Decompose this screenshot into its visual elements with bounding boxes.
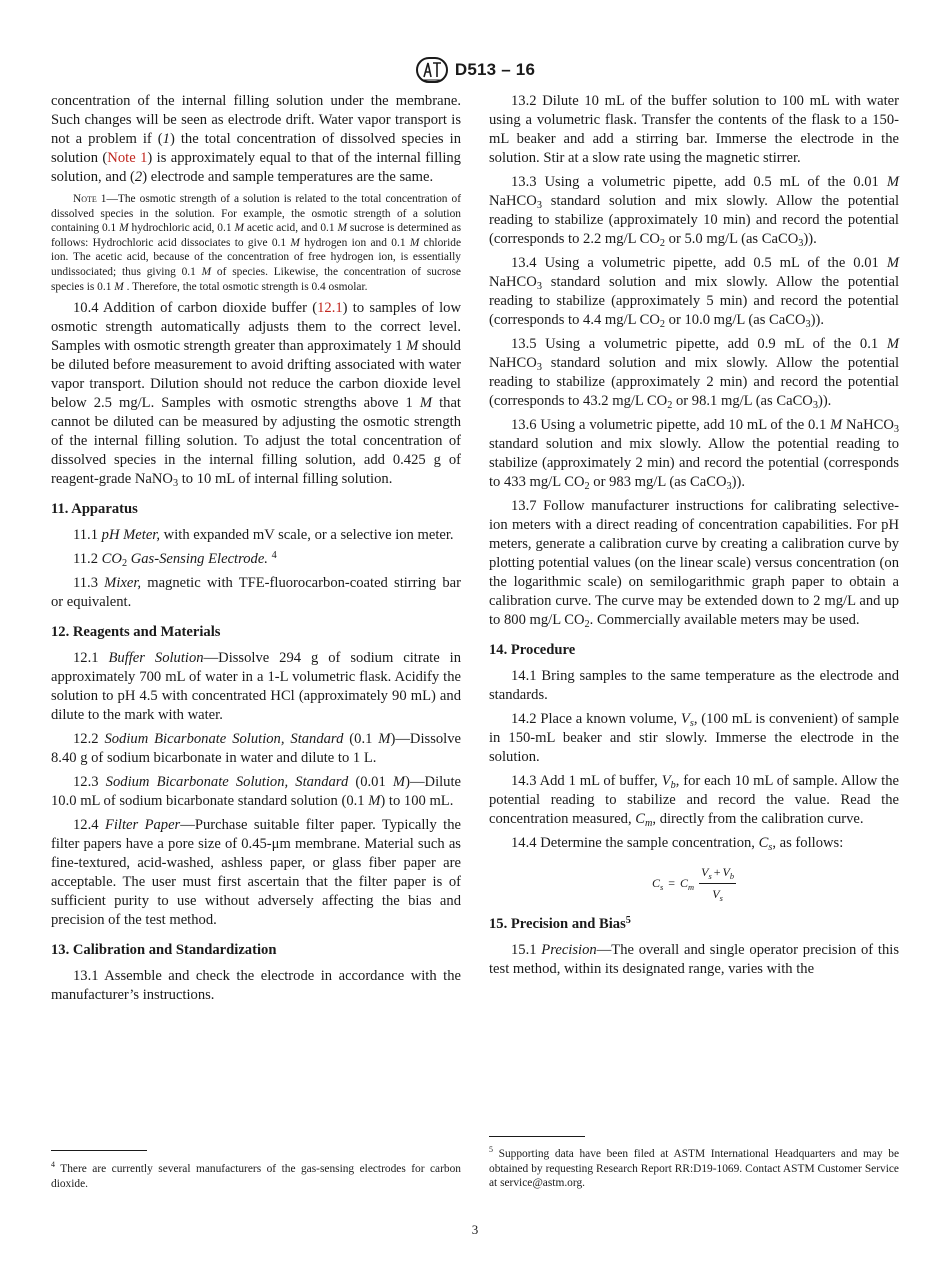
text-run: 12.2 <box>73 731 105 748</box>
body-paragraph <box>489 667 899 705</box>
text-run: concentration of the internal filling solution under the membrane. Such changes will be seen as electrode drift. Water vapor transport is not a problem if ( <box>51 93 461 147</box>
italic-run: C <box>635 811 646 827</box>
body-paragraph <box>489 92 899 168</box>
italic-run: Gas-Sensing Electrode. <box>127 551 268 568</box>
text-run: hydrochloric acid, 0.1 <box>128 222 235 235</box>
body-paragraph <box>489 416 899 492</box>
section-heading <box>51 623 461 642</box>
body-paragraph <box>51 526 461 545</box>
page-number: 3 <box>471 1222 479 1237</box>
text-run: ) electrode and sample temperatures are the same. <box>142 169 434 185</box>
text-run: ) is approximately equal to that of the internal filling solution, and ( <box>51 150 461 185</box>
italic-run: M <box>886 174 899 190</box>
equation-factor <box>680 874 694 893</box>
italic-run: M <box>419 395 433 412</box>
text-run: NaHCO <box>489 193 537 209</box>
section-heading <box>489 641 899 660</box>
cross-reference-link[interactable]: Note 1 <box>107 150 148 166</box>
italic-run: Filter Paper <box>104 817 181 834</box>
section-heading <box>51 941 461 960</box>
text-run: —Dissolve 294 g of sodium citrate in approximately 700 mL of water in a 1-L volumetric flask. Acidify the solution to pH 4.5 with concentrated HCl (approximately 90 mL) and dilute to the mark with water. <box>51 650 461 724</box>
subscript-run: 3 <box>536 200 542 211</box>
footnote-text: There are currently several manufacturers of the gas-sensing electrodes for carbon dioxide. <box>51 1163 461 1190</box>
footnote-4 <box>51 1162 461 1191</box>
right-column <box>489 92 899 984</box>
equation-numerator <box>699 863 736 884</box>
italic-run: M <box>886 336 899 352</box>
footnote-reference: 5 <box>625 915 631 926</box>
text-run: )—Dilute 10.0 mL of sodium bicarbonate standard solution (0.1 <box>51 774 462 810</box>
text-run: or 983 mg/L (as CaCO <box>589 474 727 490</box>
italic-run: M <box>830 417 843 433</box>
footnote-rule-left <box>51 1150 147 1151</box>
text-run: 12.4 <box>73 817 105 834</box>
equation-denominator <box>712 884 723 904</box>
text-run: ) to samples of low osmotic strength automatically adjusts them to the correct level. Samples with osmotic strength greater than approximately 1 <box>51 300 461 355</box>
italic-run: V <box>680 711 690 727</box>
equation-subscript: s <box>659 883 664 892</box>
italic-run: 1 <box>162 131 170 147</box>
subscript-run: 3 <box>726 481 732 492</box>
section-heading <box>489 915 899 934</box>
subscript-run: s <box>689 718 694 729</box>
footnote-mark: 4 <box>51 1160 55 1169</box>
subscript-run: s <box>768 842 773 853</box>
text-run: of species. Likewise, the concentration of sucrose species is 0.1 <box>51 265 461 293</box>
italic-run: CO <box>101 551 122 568</box>
body-paragraph <box>51 730 461 768</box>
italic-run: M <box>119 222 129 235</box>
text-run: 13.6 Using a volumetric pipette, add 10 mL of the 0.1 <box>511 417 831 433</box>
subscript-run: 3 <box>536 362 542 373</box>
text-run: , (100 mL is convenient) of sample in 150-mL beaker and stir slowly. Immerse the electrode in the solution. <box>489 711 899 765</box>
text-run: with expanded mV scale, or a selective ion meter. <box>160 527 454 544</box>
section-heading-text: 14. Procedure <box>489 642 576 658</box>
note-paragraph <box>51 192 461 294</box>
italic-run: M <box>406 338 419 355</box>
body-paragraph <box>489 710 899 767</box>
text-run: to 10 mL of internal filling solution. <box>178 471 393 488</box>
body-paragraph <box>51 92 461 187</box>
document-designation: D513 – 16 <box>454 60 536 79</box>
text-run: NaHCO <box>489 355 537 371</box>
text-run: standard solution and mix slowly. Allow the potential reading to stabilize (approximately 5 min) and record the potential (corresponds to 4.4 mg/L CO <box>489 274 899 328</box>
italic-run: C <box>758 835 769 851</box>
italic-run: M <box>234 222 244 235</box>
text-run: 11.2 <box>73 551 102 568</box>
section-heading <box>51 500 461 519</box>
note-label: Note <box>73 193 97 205</box>
equation-operator: + <box>713 865 721 879</box>
body-paragraph <box>51 773 461 811</box>
subscript-run: 3 <box>172 478 179 490</box>
text-run: )). <box>803 231 817 247</box>
equation-symbol: C <box>680 876 689 890</box>
footnote-text: Supporting data have been filed at ASTM International Headquarters and may be obtained by requesting Research Report RR:D19-1069. Contact ASTM Customer Service at service@astm.org. <box>489 1148 899 1190</box>
body-paragraph <box>489 173 899 249</box>
text-run: , as follows: <box>772 835 844 851</box>
text-run: standard solution and mix slowly. Allow the potential reading to stabilize (approximately 2 min) and record the potential (corresponds to 433 mg/L CO <box>489 436 899 490</box>
text-run: chloride ion. The acetic acid, because of the concentration of free hydrogen ion, is essentially undissociated; thus giving 0.1 <box>51 236 461 278</box>
text-run: 13.1 Assemble and check the electrode in accordance with the manufacturer’s instructions. <box>51 968 461 1004</box>
text-run: standard solution and mix slowly. Allow the potential reading to stabilize (approximately 10 min) and record the potential (corresponds to 2.2 mg/L CO <box>489 193 899 247</box>
subscript-run: 3 <box>812 400 818 411</box>
body-paragraph <box>489 941 899 979</box>
body-paragraph <box>51 649 461 725</box>
footnote-mark: 5 <box>489 1145 493 1154</box>
text-run: 12.3 <box>73 774 106 791</box>
body-paragraph <box>489 254 899 330</box>
text-run: 12.1 <box>73 650 109 667</box>
equation-fraction <box>699 863 736 904</box>
equation-symbol: V <box>722 865 730 879</box>
text-run: magnetic with TFE-fluorocarbon-coated stirring bar or equivalent. <box>51 575 461 611</box>
italic-run: M <box>392 774 406 791</box>
text-run: . Commercially available meters may be used. <box>589 612 860 628</box>
cross-reference-link[interactable]: 12.1 <box>317 300 343 317</box>
text-run: NaHCO <box>842 417 894 433</box>
text-run: 13.7 Follow manufacturer instructions for calibrating selective-ion meters with a direct reading of concentration capabilities. For pH meters, generate a calibration curve by creating a calibration curve by plotting potential values (on the linear scale) versus concentration (on the logarithmic scale) on semilogarithmic graph paper to obtain a calibration curve. The curve may be extended down to 2 mg/L and up to 800 mg/L CO <box>489 498 899 628</box>
text-run: 14.3 Add 1 mL of buffer, <box>511 773 662 789</box>
section-heading-text: 13. Calibration and Standardization <box>51 942 277 959</box>
text-run: —Purchase suitable filter paper. Typically the filter papers have a pore size of 0.45-μm membrane. Material such as fine-textured, acid-washed, ashless paper, or glass fiber paper are acceptable. The user must first ascertain that the filter paper is of sufficient purity to use without adversely affecting the bias and precision of the test method. <box>51 817 461 929</box>
body-paragraph <box>51 299 461 489</box>
text-run: 15.1 <box>511 942 542 958</box>
subscript-run: 3 <box>805 319 811 330</box>
equation-lhs <box>652 874 663 893</box>
body-paragraph <box>51 550 461 569</box>
text-run: 11.1 <box>73 527 102 544</box>
italic-run: pH Meter, <box>101 527 161 544</box>
text-run: standard solution and mix slowly. Allow the potential reading to stabilize (approximately 2 min) and record the potential (corresponds to 43.2 mg/L CO <box>489 355 899 409</box>
italic-run: M <box>201 265 212 278</box>
italic-run: M <box>378 731 391 748</box>
text-run: 14.4 Determine the sample concentration, <box>511 835 759 851</box>
subscript-run: 3 <box>536 281 542 292</box>
body-paragraph <box>51 816 461 930</box>
footnote-rule-right <box>489 1136 585 1137</box>
text-run: 14.1 Bring samples to the same temperature as the electrode and standards. <box>489 668 899 703</box>
text-run: 13.2 Dilute 10 mL of the buffer solution to 100 mL with water using a volumetric flask. Transfer the contents of the flask to a 150-mL beaker and add a stirring bar. Immerse the electrode in the solution. Stir at a slow rate using the magnetic stirrer. <box>489 93 899 166</box>
text-run: ) the total concentration of dissolved species in solution ( <box>51 131 461 166</box>
section-heading-text: 12. Reagents and Materials <box>51 624 221 641</box>
equation-subscript: s <box>708 872 712 881</box>
subscript-run: 2 <box>584 481 590 492</box>
italic-run: M <box>886 255 899 271</box>
page-header <box>0 56 950 84</box>
equation-subscript: b <box>729 872 735 881</box>
subscript-run: 2 <box>584 619 590 630</box>
italic-run: M <box>409 236 420 249</box>
text-run: (0.1 <box>343 731 379 748</box>
body-paragraph <box>489 335 899 411</box>
subscript-run: b <box>670 780 676 791</box>
text-run: 14.2 Place a known volume, <box>511 711 681 727</box>
subscript-run: 3 <box>893 424 899 435</box>
text-run: (0.01 <box>348 774 393 791</box>
text-run: , for each 10 mL of sample. Allow the potential reading to stabilize and record the value. Read the concentration measured, <box>489 773 899 827</box>
footnote-5 <box>489 1147 899 1191</box>
italic-run: Precision <box>541 942 597 958</box>
section-heading-text: 15. Precision and Bias <box>489 916 626 932</box>
subscript-run: 2 <box>659 238 666 249</box>
left-column <box>51 92 461 1010</box>
subscript-run: 3 <box>798 238 804 249</box>
text-run: 13.5 Using a volumetric pipette, add 0.9 mL of the 0.1 <box>511 336 887 352</box>
text-run: )). <box>810 312 825 328</box>
text-run: 13.4 Using a volumetric pipette, add 0.5 mL of the 0.01 <box>511 255 887 271</box>
text-run: )—Dissolve 8.40 g of sodium bicarbonate in water and dilute to 1 L. <box>51 731 462 767</box>
text-run: 10.4 Addition of carbon dioxide buffer ( <box>73 300 318 317</box>
text-run: —The overall and single operator precision of this test method, within its designated range, varies with the <box>489 942 899 977</box>
equation-subscript: m <box>688 883 695 892</box>
italic-run: M <box>290 236 300 249</box>
footnote-reference: 4 <box>271 550 277 562</box>
text-run: 13.3 Using a volumetric pipette, add 0.5 mL of the 0.01 <box>511 174 887 190</box>
text-run: ) to 100 mL. <box>380 793 454 810</box>
italic-run: M <box>337 222 347 235</box>
body-paragraph <box>489 772 899 829</box>
section-heading-text: 11. Apparatus <box>51 501 138 518</box>
text-run: hydrogen ion and 0.1 <box>299 236 410 249</box>
italic-run: Sodium Bicarbonate Solution, Standard <box>104 731 344 748</box>
italic-run: Mixer, <box>104 575 142 592</box>
text-run: NaHCO <box>489 274 537 290</box>
text-run: or 5.0 mg/L (as CaCO <box>665 231 799 247</box>
text-run: 11.3 <box>73 575 105 592</box>
text-run: . Therefore, the total osmotic strength is 0.4 osmolar. <box>123 280 368 293</box>
italic-run: M <box>368 793 381 810</box>
body-paragraph <box>489 834 899 853</box>
equation-symbol: V <box>712 887 720 901</box>
text-run: )). <box>817 393 832 409</box>
body-paragraph <box>51 574 461 612</box>
subscript-run: 2 <box>667 400 673 411</box>
text-run: , directly from the calibration curve. <box>652 811 864 827</box>
italic-run: M <box>114 280 124 293</box>
text-run: )). <box>731 474 746 490</box>
text-run: that cannot be diluted can be measured by adjusting the osmotic strength of the internal filling solution. To adjust the total concentration of dissolved species in the internal filling solution, add 0.425 g of reagent-grade NaNO <box>51 395 461 488</box>
text-run: acetic acid, and 0.1 <box>243 222 338 235</box>
body-paragraph <box>489 497 899 630</box>
italic-run: Sodium Bicarbonate Solution, Standard <box>105 774 349 791</box>
equation-operator: = <box>668 876 676 890</box>
astm-logo-icon <box>415 56 449 84</box>
italic-run: V <box>661 773 671 789</box>
body-paragraph <box>51 967 461 1005</box>
equation-subscript: s <box>719 894 723 903</box>
italic-run: Buffer Solution <box>108 650 204 667</box>
equation-symbol: V <box>701 865 709 879</box>
text-run: or 98.1 mg/L (as CaCO <box>672 393 813 409</box>
subscript-run: m <box>645 818 653 829</box>
text-run: sucrose is determined as follows: Hydrochloric acid dissociates to give 0.1 <box>51 222 461 249</box>
concentration-equation <box>489 863 899 904</box>
equation-symbol: C <box>651 876 660 890</box>
italic-run: 2 <box>134 169 143 185</box>
text-run: 1—The osmotic strength of a solution is related to the total concentration of dissolved species in the solution. For example, the osmotic strength of a solution containing 0.1 <box>51 193 461 235</box>
text-run: or 10.0 mg/L (as CaCO <box>665 312 806 328</box>
subscript-run: 2 <box>659 319 666 330</box>
subscript-run: 2 <box>121 558 128 570</box>
text-run: should be diluted before measurement to avoid drifting associated with water vapor transport. Dilution should not reduce the carbon dioxide level below 2.5 mg/L. Samples with osmotic strengths above 1 <box>51 338 461 412</box>
